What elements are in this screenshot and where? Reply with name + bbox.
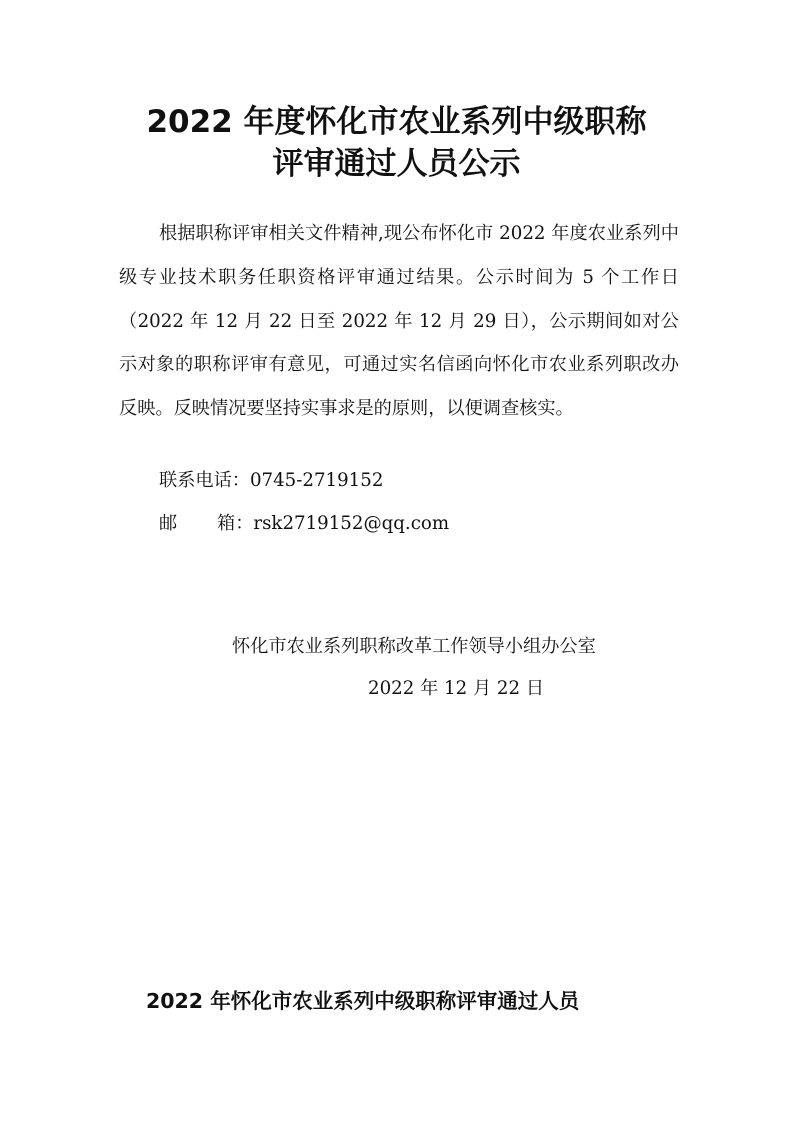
list-section-title: 2022 年怀化市农业系列中级职称评审通过人员 bbox=[146, 989, 580, 1013]
document-title-line2: 评审通过人员公示 bbox=[272, 146, 521, 182]
issue-date: 2022 年 12 月 22 日 bbox=[368, 678, 545, 699]
phone-number: 0745-2719152 bbox=[249, 470, 384, 491]
announcement-paragraph: 根据职称评审相关文件精神,现公布怀化市 2022 年度农业系列中级专业技术职务任职资格评审通过结果。公示时间为 5 个工作日（2022 年 12 月 22 日至 2022 年 12 月 29 日），公示期间如对公示对象的职称评审有意见，可通过实名信函向怀化市农业系列职改办反映。反映情况要坚持实事求是的原则，以便调查核实。 bbox=[119, 223, 679, 420]
contact-phone-row bbox=[159, 467, 383, 495]
email-label-part2: 箱： bbox=[217, 513, 254, 534]
email-label-part1: 邮 bbox=[159, 513, 178, 534]
phone-label: 联系电话： bbox=[159, 470, 250, 491]
issuing-office: 怀化市农业系列职称改革工作领导小组办公室 bbox=[232, 636, 596, 657]
contact-email-row bbox=[159, 510, 449, 538]
email-address: rsk2719152@qq.com bbox=[253, 513, 450, 534]
document-title-line1: 2022 年度怀化市农业系列中级职称 bbox=[146, 104, 647, 140]
